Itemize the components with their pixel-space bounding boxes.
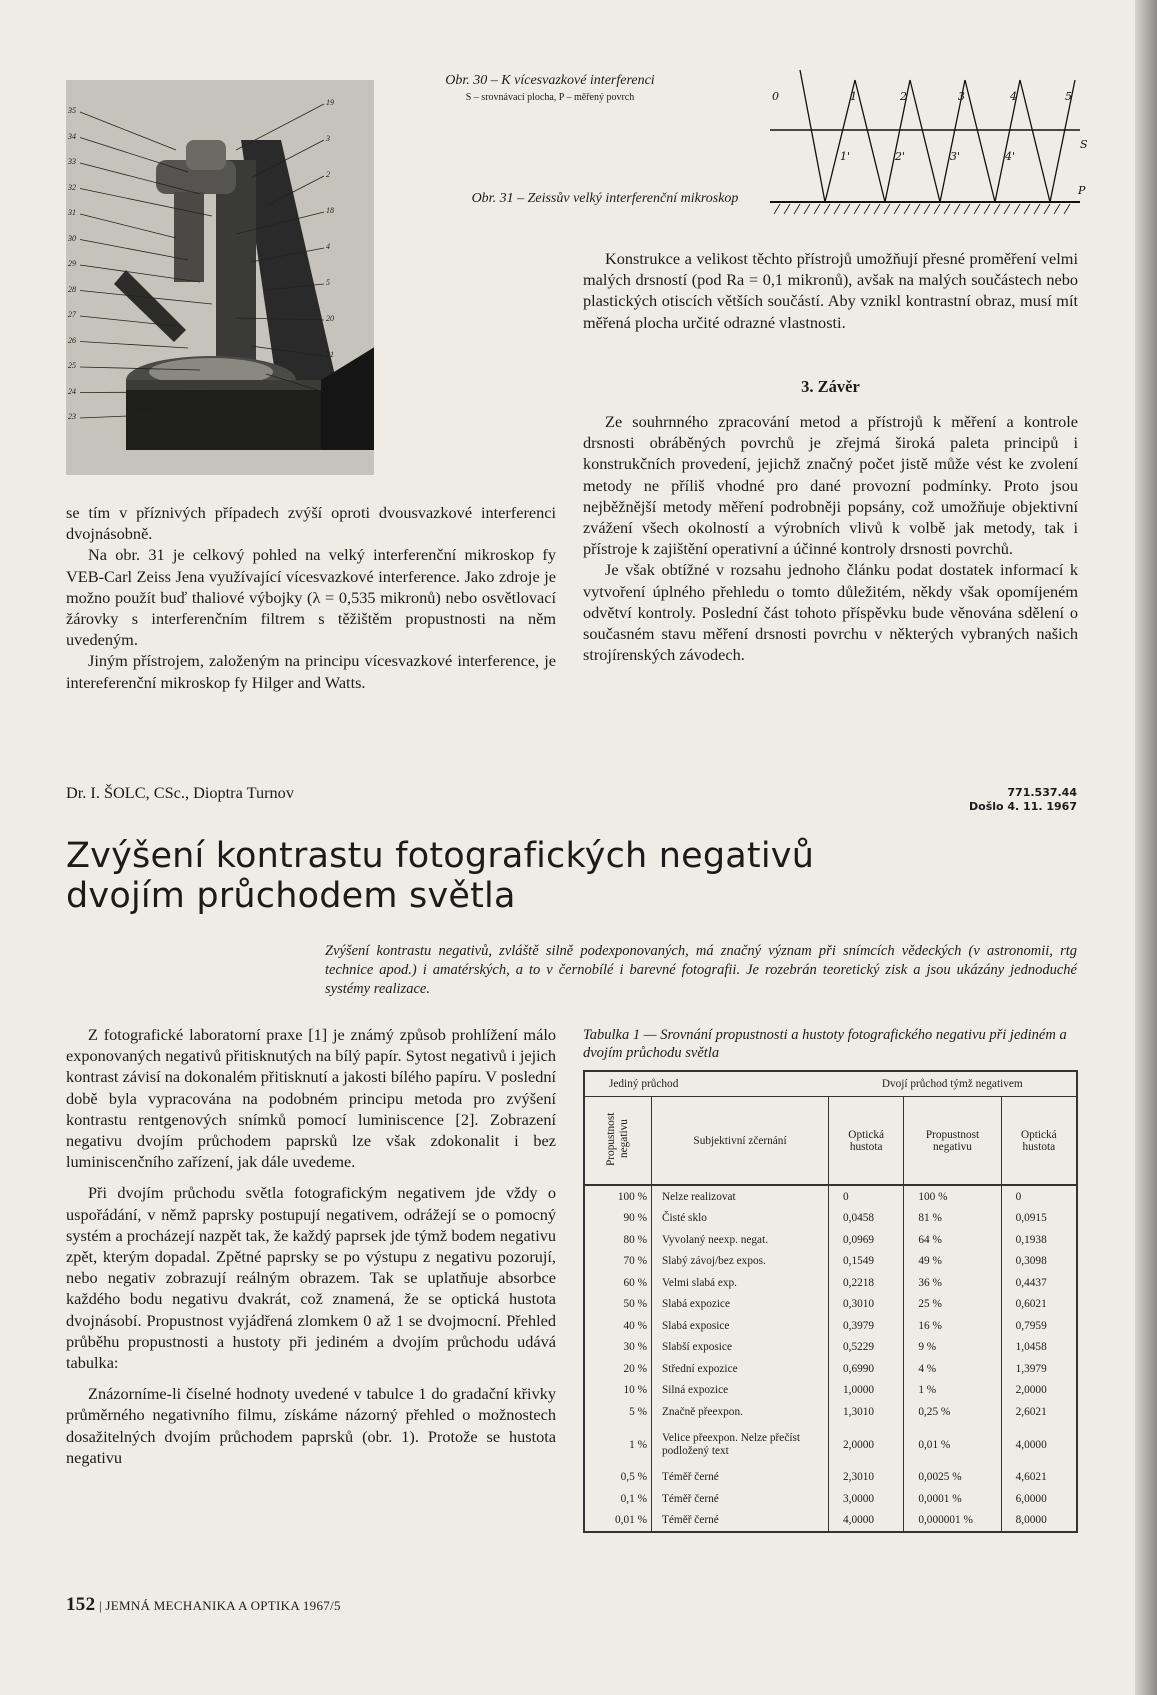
table-row — [584, 1337, 1077, 1359]
callout-label: 33 — [68, 157, 76, 166]
callout-label: 2 — [326, 170, 330, 179]
table-header: Optická hustota — [829, 1097, 904, 1186]
fig30-label: 2' — [895, 150, 906, 163]
table-cell: Slabý závoj/bez expos. — [652, 1251, 829, 1273]
table-group-header: Jediný průchod — [584, 1071, 829, 1097]
table-cell: 60 % — [623, 1276, 647, 1289]
table-cell: 0 — [1001, 1185, 1077, 1208]
table-cell: 36 % — [904, 1272, 1001, 1294]
table-cell: 2,3010 — [829, 1467, 904, 1489]
author-line: Dr. I. ŠOLC, CSc., Dioptra Turnov — [66, 783, 294, 802]
table-row — [584, 1510, 1077, 1533]
table-group-header: Dvojí průchod týmž negativem — [829, 1071, 1078, 1097]
callout-label: 31 — [68, 208, 76, 217]
table-header: Propustnost negativu — [904, 1097, 1001, 1186]
table-row — [584, 1315, 1077, 1337]
fig30-caption: Obr. 30 – K vícesvazkové interferenci S – srovnávací plocha, P – měřený povrch — [445, 73, 655, 103]
fig30-label: P — [1078, 184, 1086, 197]
fig30-interference-diagram — [760, 60, 1090, 220]
table-cell: 50 % — [623, 1298, 647, 1311]
page-edge-shadow — [1135, 0, 1157, 1695]
table-cell: 30 % — [623, 1341, 647, 1354]
right-column-conclusion — [583, 411, 1078, 665]
table-cell: Velice přeexpon. Nelze přečíst podložený text — [652, 1423, 829, 1467]
left-column-bottom — [66, 1024, 556, 1468]
callout-label: 21 — [326, 350, 334, 359]
table-cell: 0,0969 — [829, 1229, 904, 1251]
callout-label: 18 — [326, 206, 334, 215]
table-cell: 5 % — [629, 1405, 647, 1418]
table-cell: 0,000001 % — [904, 1510, 1001, 1533]
table-cell: Téměř černé — [652, 1467, 829, 1489]
paragraph: Ze souhrnného zpracování metod a přístrojů k měření a kontrole drsnosti obráběných povrchů je zřejmá široká paleta principů i konstrukčních provedení, jejichž značný počet jistě může vést ke zvolení metody ne příliš vhodné pro dané provozní podmínky. Proto jsou nejběžnější metody měření podrobněji popsány, což umožňuje objektivní zvážení všech okolností a výrobních vlivů k volbě jak metody, tak i přístroje k zajištění operativní a účinné kontroly drsnosti povrchů. — [583, 412, 1078, 559]
paragraph: Konstrukce a velikost těchto přístrojů umožňují přesné proměření velmi malých drsností (pod Ra = 0,1 mikronů), avšak na malých součástech nebo plastických otiscích větších součástí. Aby vznikl kontrastní obraz, musí mít měřená plocha určité odrazné vlastnosti. — [583, 249, 1078, 332]
table-cell: Slabší exposice — [652, 1337, 829, 1359]
callout-label: 5 — [326, 278, 330, 287]
table-cell: 49 % — [904, 1251, 1001, 1273]
table-cell: 0,3979 — [829, 1315, 904, 1337]
table-body — [584, 1185, 1077, 1532]
journal-name: JEMNÁ MECHANIKA A OPTIKA 1967/5 — [105, 1598, 341, 1613]
callout-label: 20 — [326, 314, 334, 323]
table-row — [584, 1251, 1077, 1273]
fig30-label: 4 — [1010, 90, 1017, 103]
fig30-label: 4' — [1005, 150, 1016, 163]
table-header: Propustnost negativu — [605, 1112, 630, 1166]
table-cell: 0,1549 — [829, 1251, 904, 1273]
paragraph: Při dvojím průchodu světla fotografickým negativem jde vždy o uspořádání, v němž paprsky postupují negativem, odrážejí se o pomocný systém a procházejí nazpět tak, že každý paprsek jde týmž bodem negativu zpět, kterým dopadal. Zpětné paprsky se po výstupu z negativu pozorují, nebo negativ zobrazují reálným obrazem. Tak se uplatňuje absorbce každého bodu negativu dvakrát, což znamená, že se optická hustota dvojnásobí. Propustnost vyjádřená zlomkem 0 až 1 se dvojmocní. Přehled průběhu propustnosti a hustoty při jediném a dvojím průchodu udává tabulka: — [66, 1183, 556, 1373]
callout-label: 34 — [68, 131, 76, 141]
fig30-label: 5 — [1065, 90, 1072, 103]
fig30-label: S — [1080, 138, 1088, 151]
paragraph: se tím v příznivých případech zvýší oproti dvousvazkové interferenci dvojnásobně. — [66, 503, 556, 544]
table-cell: 0,6990 — [829, 1358, 904, 1380]
fig30-label: 3 — [958, 90, 965, 103]
callout-label: 30 — [68, 233, 76, 243]
callout-label: 35 — [68, 106, 76, 115]
table-cell: 100 % — [904, 1185, 1001, 1208]
table-cell: 0,7959 — [1001, 1315, 1077, 1337]
table-cell: Střední expozice — [652, 1358, 829, 1380]
table-cell: 0,5229 — [829, 1337, 904, 1359]
table-row — [584, 1294, 1077, 1316]
table-cell: 1,3979 — [1001, 1358, 1077, 1380]
table-cell: 10 % — [623, 1384, 647, 1397]
table-cell: 70 % — [623, 1255, 647, 1268]
table-cell: 0,3098 — [1001, 1251, 1077, 1273]
table-row — [584, 1401, 1077, 1423]
fig30-label: 1' — [840, 150, 851, 163]
callout-label: 3 — [326, 134, 330, 143]
callout-label: 28 — [68, 284, 76, 294]
right-column-top — [583, 248, 1078, 333]
table-header: Optická hustota — [1001, 1097, 1077, 1186]
received-date: Došlo 4. 11. 1967 — [969, 800, 1077, 813]
callout-label: 4 — [326, 242, 330, 251]
table-row — [584, 1380, 1077, 1402]
table-cell: 3,0000 — [829, 1488, 904, 1510]
fig30-label: 3' — [950, 150, 961, 163]
table-cell: 0,1938 — [1001, 1229, 1077, 1251]
table-cell: 0,2218 — [829, 1272, 904, 1294]
table-1 — [583, 1070, 1078, 1533]
table-cell: 6,0000 — [1001, 1488, 1077, 1510]
table-cell: 1,0000 — [829, 1380, 904, 1402]
table-cell: Čisté sklo — [652, 1208, 829, 1230]
table-cell: 0,6021 — [1001, 1294, 1077, 1316]
table-cell: 90 % — [623, 1212, 647, 1225]
callout-label: 19 — [326, 98, 334, 107]
table-cell: 9 % — [904, 1337, 1001, 1359]
page-number: 152 — [66, 1594, 96, 1615]
table-cell: 0,4437 — [1001, 1272, 1077, 1294]
udc-code: 771.537.44 — [1007, 786, 1077, 799]
table-row — [584, 1208, 1077, 1230]
table-cell: 80 % — [623, 1233, 647, 1246]
table-cell: 0,0915 — [1001, 1208, 1077, 1230]
table-cell: 0,25 % — [904, 1401, 1001, 1423]
table-cell: Nelze realizovat — [652, 1185, 829, 1208]
table-row — [584, 1185, 1077, 1208]
page-footer: 152 | JEMNÁ MECHANIKA A OPTIKA 1967/5 — [66, 1594, 341, 1615]
table-header: Subjektivní zčernání — [652, 1097, 829, 1186]
abstract: Zvýšení kontrastu negativů, zvláště silně podexponovaných, má značný význam při snímcích vědeckých (v astronomii, rtg technice apod.) i amatérských, a to v černobílé i barevné fotografii. Je rozebrán teoretický zisk a jsou ukázány jednoduché systémy realizace. — [325, 943, 1077, 997]
callout-label: 27 — [68, 310, 76, 319]
table-cell: 1,0458 — [1001, 1337, 1077, 1359]
table-cell: 16 % — [904, 1315, 1001, 1337]
table-cell: 0,01 % — [904, 1423, 1001, 1467]
table-cell: 1 % — [904, 1380, 1001, 1402]
table-cell: 0,1 % — [620, 1492, 647, 1505]
paragraph: Jiným přístrojem, založeným na principu vícesvazkové interference, je intereferenční mikroskop fy Hilger and Watts. — [66, 651, 556, 692]
paragraph: Na obr. 31 je celkový pohled na velký interferenční mikroskop fy VEB-Carl Zeiss Jena využívající vícesvazkové interference. Jako zdroje je možno použít buď thaliové výbojky (λ = 0,535 mikronů) nebo osvětlovací žárovky s interferenčním filtrem s těžištěm propustnosti na něm uvedeným. — [66, 545, 556, 650]
table-row — [584, 1423, 1077, 1467]
callout-label: 29 — [68, 259, 76, 268]
table-cell: 2,0000 — [829, 1423, 904, 1467]
callout-label: 24 — [68, 386, 76, 396]
table-cell: 4,0000 — [1001, 1423, 1077, 1467]
table-cell: 64 % — [904, 1229, 1001, 1251]
left-column-top — [66, 502, 556, 693]
table-cell: Téměř černé — [652, 1510, 829, 1533]
table-cell: Velmi slabá exp. — [652, 1272, 829, 1294]
table-cell: Téměř černé — [652, 1488, 829, 1510]
table-cell: Slabá expozice — [652, 1294, 829, 1316]
table-cell: 4 % — [904, 1358, 1001, 1380]
fig30-label: 0 — [772, 90, 779, 103]
callout-label: 22 — [326, 386, 334, 395]
table-cell: Vyvolaný neexp. negat. — [652, 1229, 829, 1251]
fig30-label: 1 — [850, 90, 857, 103]
callout-label: 23 — [68, 412, 76, 421]
udc-block — [880, 786, 1077, 814]
table-cell: 81 % — [904, 1208, 1001, 1230]
paragraph: Z fotografické laboratorní praxe [1] je známý způsob prohlížení málo exponovaných negativů přitisknutých na bílý papír. Sytost negativů i jejich kontrast závisí na dokonalém přitisknutí a jakosti bílého papíru. V poslední době byla vypracována na podobném principu metoda pro zvýšení kontrastu rentgenových snímků pomocí luminiscence [2]. Zobrazení negativu dvojím průchodem paprsků lze však zdokonalit i bez luminiscenčního zařízení, jak dále uvedeme. — [66, 1025, 556, 1172]
table-cell: Slabá exposice — [652, 1315, 829, 1337]
table-cell: Značně přeexpon. — [652, 1401, 829, 1423]
table-cell: 0,0458 — [829, 1208, 904, 1230]
fig31-caption: Obr. 31 – Zeissův velký interferenční mikroskop — [471, 191, 739, 206]
table-cell: 40 % — [623, 1319, 647, 1332]
section-heading: 3. Závěr — [801, 377, 860, 396]
table-cell: 25 % — [904, 1294, 1001, 1316]
callout-label: 25 — [68, 361, 76, 370]
table-row — [584, 1358, 1077, 1380]
table-cell: 20 % — [623, 1362, 647, 1375]
callout-label: 32 — [68, 182, 76, 192]
table-caption: Tabulka 1 — Srovnání propustnosti a hustoty fotografického negativu při jediném a dvojím průchodu světla — [583, 1027, 1067, 1061]
table-cell: Silná expozice — [652, 1380, 829, 1402]
table-cell: 0 — [829, 1185, 904, 1208]
table-cell: 0,3010 — [829, 1294, 904, 1316]
table-cell: 0,5 % — [620, 1471, 647, 1484]
table-cell: 2,6021 — [1001, 1401, 1077, 1423]
table-cell: 100 % — [617, 1190, 647, 1203]
table-row — [584, 1272, 1077, 1294]
fig30-label: 2 — [900, 90, 907, 103]
paragraph: Znázorníme-li číselné hodnoty uvedené v tabulce 1 do gradační křivky průměrného negativního filmu, získáme názorný přehled o možnostech dosažitelných dvojím průchodem paprsků (obr. 1). Protože se hustota negativu — [66, 1384, 556, 1467]
table-row — [584, 1229, 1077, 1251]
table-row — [584, 1488, 1077, 1510]
table-cell: 0,0025 % — [904, 1467, 1001, 1489]
table-cell: 4,0000 — [829, 1510, 904, 1533]
table-cell: 8,0000 — [1001, 1510, 1077, 1533]
table-cell: 4,6021 — [1001, 1467, 1077, 1489]
article-title: Zvýšení kontrastu fotografických negativů dvojím průchodem světla — [66, 836, 815, 916]
table-row — [584, 1467, 1077, 1489]
microscope-photo — [66, 80, 374, 475]
paragraph: Je však obtížné v rozsahu jednoho článku podat dostatek informací k vytvoření úplného přehledu o tomto důležitém, někdy však opomíjeném odvětví kontroly. Poslední část tohoto příspěvku bude věnována sdělení o současném stavu měření drsnosti povrchu v některých vybraných našich strojírenských závodech. — [583, 560, 1078, 665]
table-cell: 2,0000 — [1001, 1380, 1077, 1402]
table-cell: 0,01 % — [614, 1514, 647, 1527]
table-cell: 1,3010 — [829, 1401, 904, 1423]
table-cell: 0,0001 % — [904, 1488, 1001, 1510]
table-cell: 1 % — [629, 1438, 647, 1451]
callout-label: 26 — [68, 335, 76, 345]
